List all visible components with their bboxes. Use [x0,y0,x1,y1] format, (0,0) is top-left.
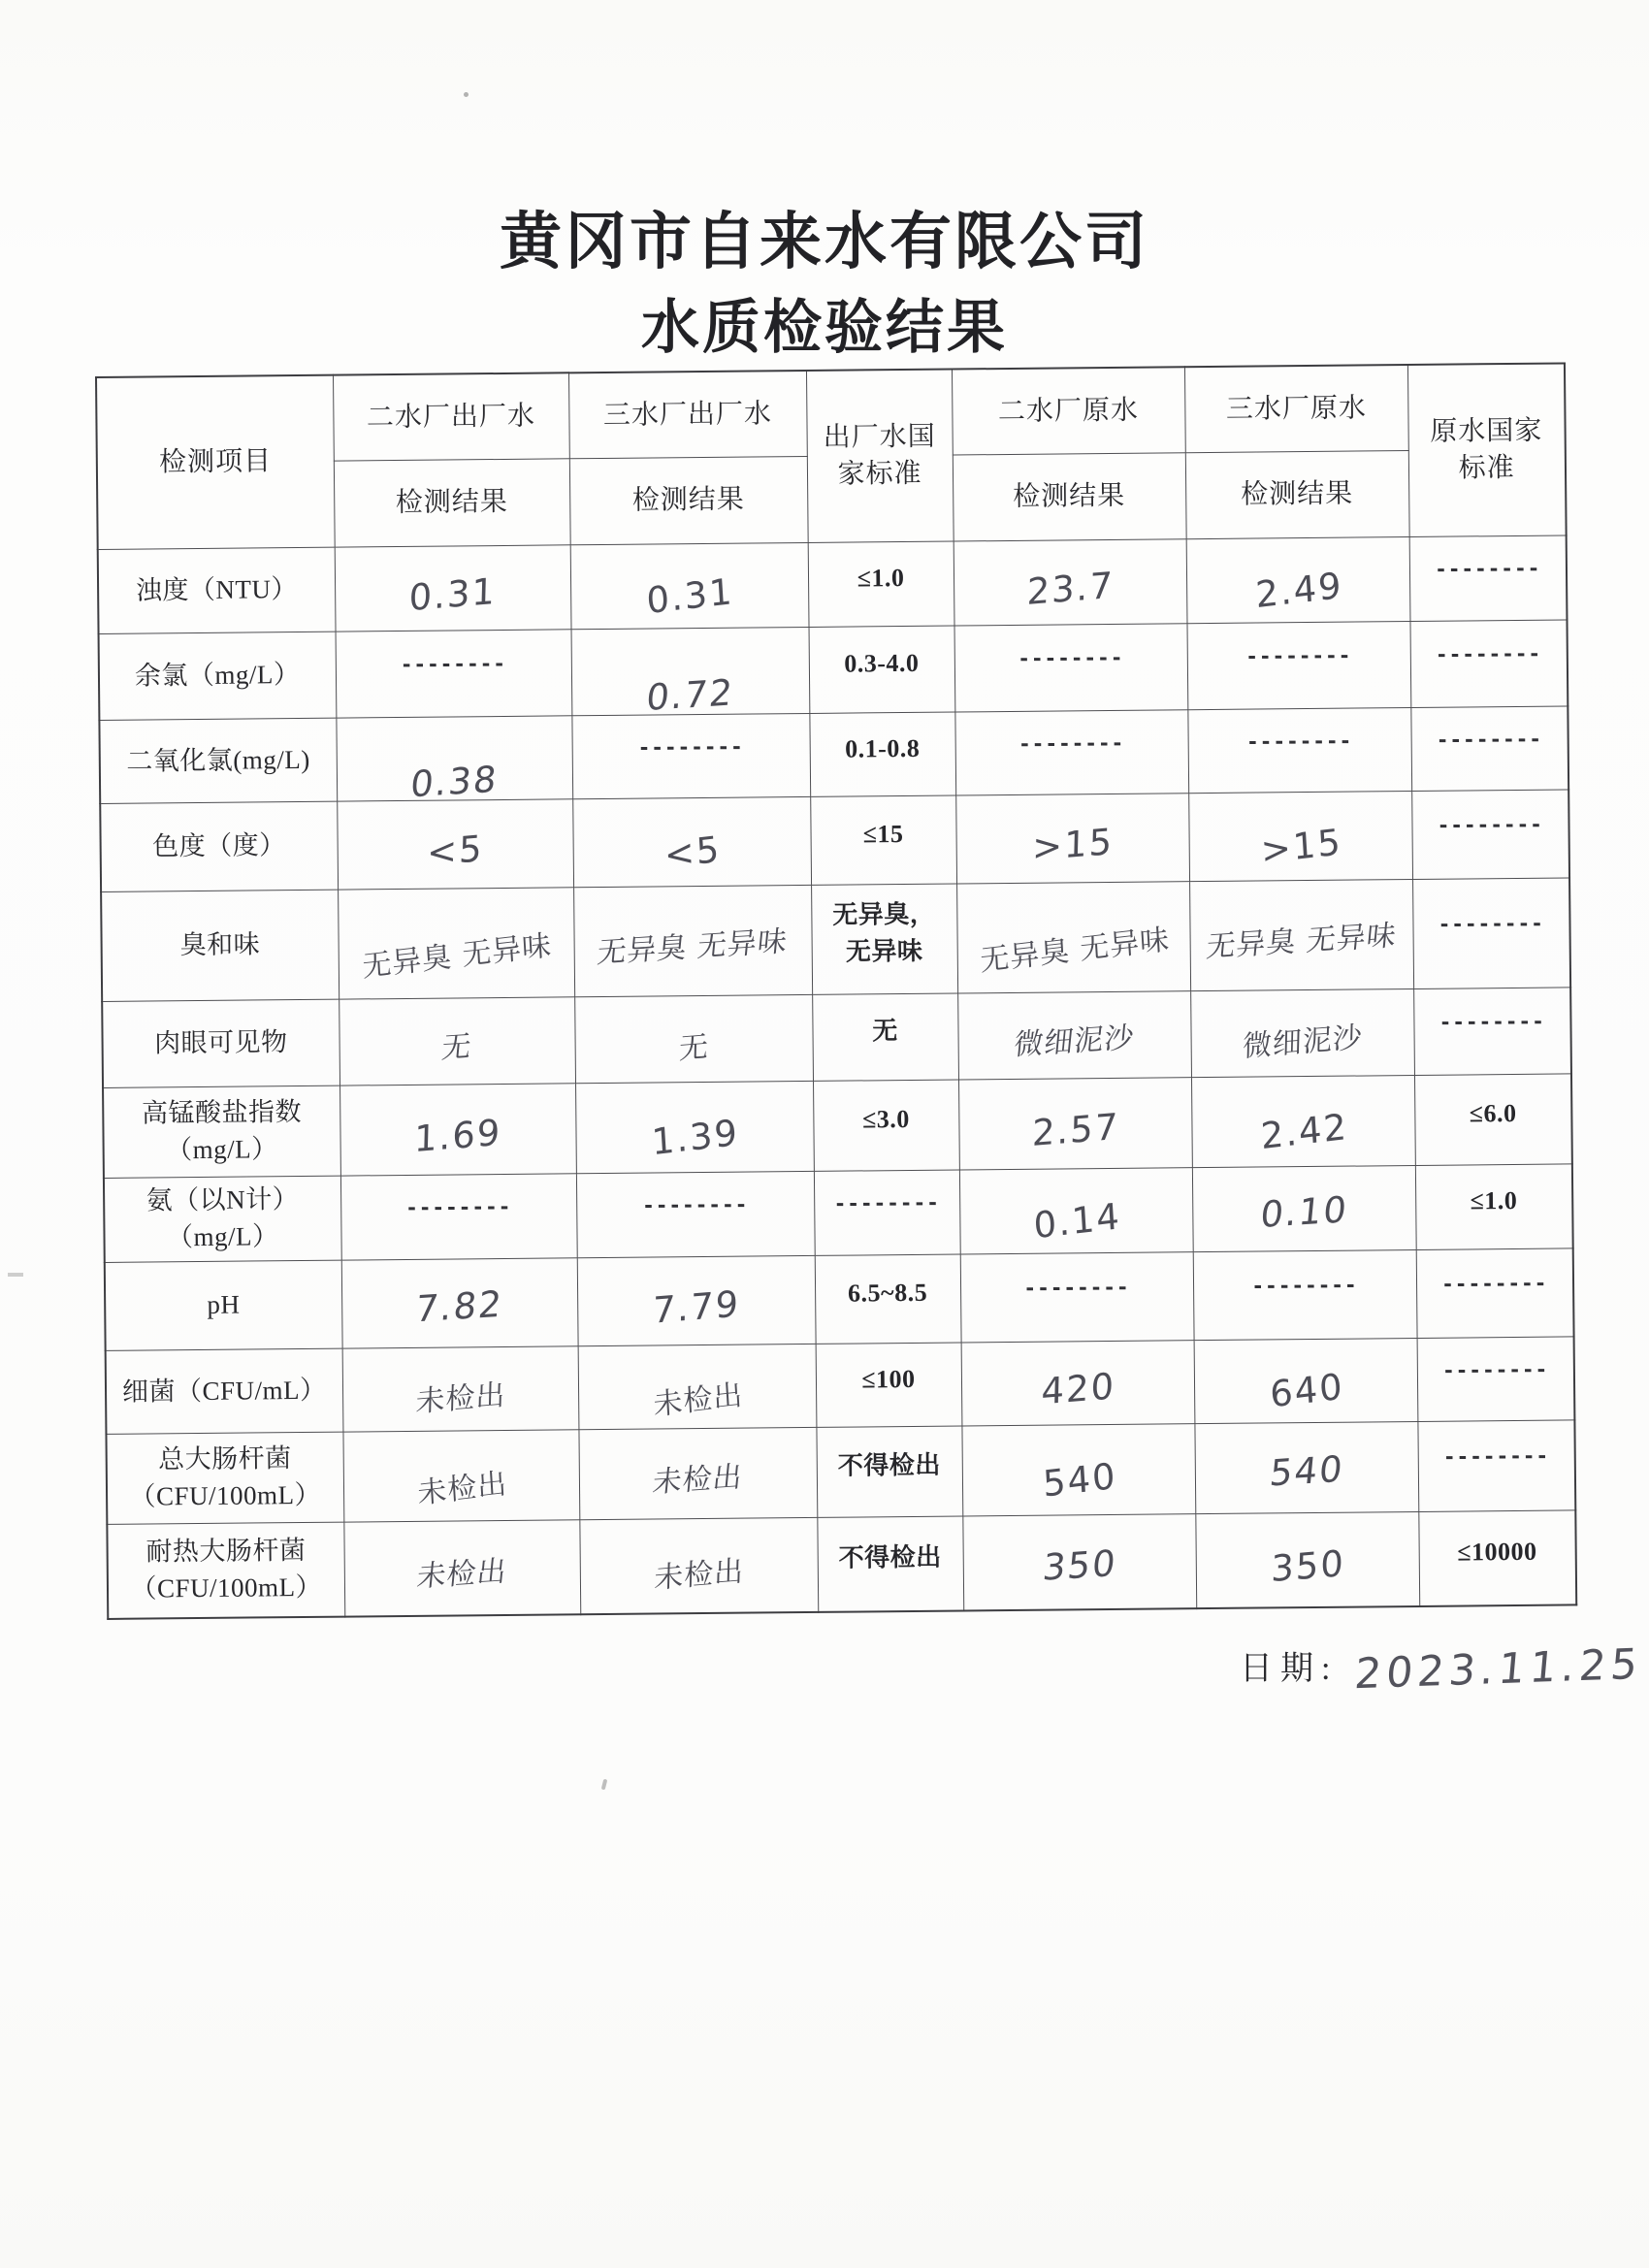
handwritten-value: >15 [1031,820,1115,869]
cell-plant2-out [342,1430,579,1522]
cell-plant3-raw [1189,879,1413,990]
handwritten-value: 未检出 [416,1467,509,1511]
cell-plant3-out [572,796,811,887]
cell-plant2-raw [961,1341,1195,1426]
cell-raw-standard [1417,1337,1575,1422]
date-value-handwritten: 2023.11.25 [1352,1639,1645,1700]
no-data-dashes: -------- [642,1192,749,1217]
handwritten-value: 1.39 [650,1111,741,1163]
header-result-plant2-raw: 检测结果 [953,453,1186,541]
handwritten-value: 350 [1040,1541,1119,1589]
cell-plant2-raw [961,1424,1195,1516]
date-label: 日期: [1240,1651,1339,1687]
cell-plant2-raw [955,794,1189,884]
cell-plant3-out [579,1517,818,1614]
handwritten-value: 0.14 [1032,1194,1122,1247]
table-row [103,1074,1572,1179]
cell-raw-standard [1409,535,1568,622]
header-plant2-raw: 二水厂原水 [952,367,1185,455]
handwritten-value: 无异臭 无异味 [361,928,554,985]
handwritten-value: 0.10 [1258,1187,1350,1236]
standard-value: ≤6.0 [1469,1099,1517,1128]
no-data-dashes: -------- [1251,1273,1358,1298]
no-data-dashes: -------- [405,1194,512,1219]
cell-out-standard [816,1343,962,1427]
header-result-plant2-out: 检测结果 [334,459,570,547]
no-data-dashes: -------- [1245,643,1352,668]
results-table [95,362,1577,1619]
cell-plant3-out [577,1255,816,1345]
standard-value: 无 [872,1017,898,1046]
cell-out-standard [810,795,956,885]
row-label: 高锰酸盐指数 （mg/L） [103,1085,340,1178]
cell-plant3-out [578,1427,817,1519]
cell-plant2-raw [962,1514,1196,1611]
cell-out-standard [813,1080,959,1171]
cell-plant3-raw [1191,1075,1415,1167]
table-row [104,1164,1573,1263]
cell-plant2-out [343,1520,580,1617]
scan-artifact-mark [601,1779,608,1791]
handwritten-value: <5 [426,826,485,874]
handwritten-value: 2.57 [1031,1105,1120,1154]
standard-value: 0.1-0.8 [844,733,921,763]
table-row [99,706,1568,804]
handwritten-value: 350 [1270,1541,1345,1590]
cell-plant3-raw [1188,791,1412,881]
no-data-dashes: -------- [1018,730,1125,756]
standard-value: 0.3-4.0 [844,649,920,678]
cell-plant3-raw [1194,1338,1418,1423]
no-data-dashes: -------- [1437,812,1543,837]
no-data-dashes: -------- [1436,727,1543,752]
cell-out-standard [809,626,955,713]
handwritten-value: <5 [663,827,723,876]
handwritten-value: 未检出 [651,1460,745,1501]
header-raw-standard: 原水国家 标准 [1407,363,1567,536]
cell-plant3-raw [1193,1249,1417,1340]
no-data-dashes: -------- [1442,1443,1550,1469]
cell-plant2-out [336,716,572,806]
handwritten-value: 未检出 [653,1554,745,1596]
row-label: pH [105,1260,342,1350]
table-row [107,1510,1576,1619]
company-title: 黄冈市自来水有限公司 [500,207,1149,276]
cell-out-standard [812,993,958,1081]
water-quality-results-table [95,362,1575,1619]
cell-plant3-out [578,1344,817,1429]
standard-value: 无异臭， 无异味 [832,900,936,966]
cell-plant2-out [336,630,572,718]
handwritten-value: 无 [678,1029,710,1067]
header-out-standard: 出厂水国 家标准 [806,370,954,543]
header-result-plant3-raw: 检测结果 [1185,451,1409,539]
date-line [1240,1639,1645,1700]
cell-raw-standard [1416,1248,1574,1339]
table-row [102,988,1571,1088]
row-label: 细菌（CFU/mL） [106,1348,343,1434]
cell-out-standard [808,541,954,627]
standard-value: ≤10000 [1457,1537,1537,1567]
standard-value: 6.5~8.5 [847,1278,928,1308]
cell-raw-standard [1413,988,1571,1076]
cell-plant3-raw [1192,1165,1416,1251]
cell-raw-standard [1415,1164,1573,1250]
handwritten-value: 540 [1041,1454,1118,1506]
handwritten-value: 未检出 [415,1554,509,1595]
cell-plant3-out [573,885,812,996]
cell-out-standard [815,1254,961,1344]
row-label: 耐热大肠杆菌 （CFU/100mL） [107,1522,344,1619]
table-row [105,1248,1574,1351]
cell-plant2-raw [959,1168,1193,1254]
cell-plant2-out [335,545,571,632]
no-data-dashes: -------- [1441,1271,1548,1296]
handwritten-value: 540 [1267,1447,1346,1495]
handwritten-value: 7.79 [652,1281,741,1332]
no-data-dashes: -------- [400,651,507,676]
handwritten-value: 未检出 [652,1377,745,1422]
cell-raw-standard [1417,1420,1575,1512]
header-item: 检测项目 [96,375,335,550]
no-data-dashes: -------- [1023,1275,1130,1300]
handwritten-value: 420 [1040,1365,1116,1413]
no-data-dashes: -------- [1438,911,1544,936]
handwritten-value: 0.31 [408,569,498,619]
handwritten-value: 1.69 [413,1111,503,1160]
cell-plant3-raw [1195,1511,1419,1608]
standard-value: ≤100 [861,1364,916,1394]
header-plant3-raw: 三水厂原水 [1184,365,1408,453]
cell-out-standard [816,1426,962,1517]
handwritten-value: 2.49 [1253,564,1344,616]
cell-plant2-out [340,1084,576,1176]
row-label: 浊度（NTU） [98,547,336,633]
cell-plant2-out [342,1346,579,1432]
row-label: 肉眼可见物 [102,999,340,1087]
table-row [100,790,1569,892]
cell-plant2-out [341,1258,578,1348]
row-label: 色度（度） [100,801,338,891]
cell-plant3-raw [1190,988,1414,1077]
table-row [98,535,1568,634]
cell-out-standard [809,712,955,796]
cell-plant3-raw [1186,622,1410,710]
header-plant3-out: 三水厂出厂水 [568,371,807,459]
handwritten-value: 7.82 [413,1281,506,1330]
handwritten-value: 微细泥沙 [1012,1021,1136,1063]
handwritten-value: 0.31 [645,569,735,622]
scan-artifact-edge [8,1273,23,1277]
standard-value: ≤3.0 [861,1105,910,1134]
table-header [96,363,1567,549]
handwritten-value: 0.38 [408,758,501,806]
cell-plant3-out [571,713,810,798]
table-row [106,1420,1575,1525]
cell-plant2-raw [954,624,1188,712]
handwritten-value: 640 [1268,1365,1345,1416]
cell-plant3-raw [1187,707,1411,793]
handwritten-value: 无异臭 无异味 [979,923,1171,979]
handwritten-value: 2.42 [1259,1105,1349,1157]
cell-plant2-raw [956,882,1190,993]
handwritten-value: 微细泥沙 [1242,1021,1364,1065]
cell-plant3-raw [1186,537,1410,624]
cell-raw-standard [1414,1074,1572,1166]
row-label: 氨（以N计） （mg/L） [104,1176,341,1262]
handwritten-value: 23.7 [1025,564,1116,613]
cell-plant2-out [338,888,574,999]
row-label: 总大肠杆菌 （CFU/100mL） [106,1432,343,1524]
cell-raw-standard [1410,706,1568,792]
header-result-plant3-out: 检测结果 [569,456,808,544]
row-label: 二氧化氯(mg/L) [99,718,337,803]
cell-plant3-raw [1194,1421,1418,1513]
cell-out-standard [811,884,957,994]
no-data-dashes: -------- [1435,641,1542,666]
cell-raw-standard [1418,1510,1576,1606]
standard-value: 不得检出 [838,1542,942,1572]
cell-plant2-raw [958,1078,1192,1170]
no-data-dashes: -------- [1435,556,1541,581]
standard-value: ≤15 [862,820,904,849]
standard-value: ≤1.0 [857,564,905,593]
cell-plant2-raw [957,991,1191,1080]
row-label: 臭和味 [101,890,339,1001]
cell-plant3-out [575,1081,814,1173]
cell-raw-standard [1412,878,1570,989]
handwritten-value: 无异臭 无异味 [1204,918,1399,965]
cell-plant3-out [574,994,813,1083]
handwritten-value: 未检出 [415,1377,506,1419]
table-row [99,620,1568,721]
row-label: 余氯（mg/L） [99,632,337,720]
table-row [101,878,1570,1002]
cell-plant3-out [571,627,810,719]
cell-out-standard [817,1516,963,1612]
handwritten-value: 无 [439,1029,474,1066]
cell-plant2-out [337,799,573,890]
no-data-dashes: -------- [1018,645,1124,670]
header-plant2-out: 二水厂出厂水 [333,373,569,461]
no-data-dashes: -------- [833,1190,940,1215]
cell-plant3-out [570,542,809,629]
table-body [98,535,1577,1619]
handwritten-value: 无异臭 无异味 [596,923,790,971]
standard-value: 不得检出 [837,1450,941,1480]
cell-out-standard [814,1170,960,1255]
cell-plant3-out [576,1171,815,1257]
table-row [106,1337,1575,1435]
cell-plant2-out [339,997,575,1085]
no-data-dashes: -------- [637,734,744,760]
standard-value: ≤1.0 [1470,1186,1518,1215]
handwritten-value: 0.72 [644,670,737,719]
cell-plant2-raw [954,539,1187,626]
cell-plant2-out [340,1174,577,1260]
no-data-dashes: -------- [1439,1009,1545,1034]
cell-plant2-raw [954,710,1188,795]
cell-plant2-raw [960,1252,1194,1343]
handwritten-value: >15 [1259,820,1343,872]
cell-raw-standard [1411,790,1569,880]
no-data-dashes: -------- [1245,729,1353,754]
scan-artifact-dot [464,92,469,97]
cell-raw-standard [1409,620,1568,708]
report-title: 水质检验结果 [641,295,1008,360]
no-data-dashes: -------- [1441,1357,1549,1382]
